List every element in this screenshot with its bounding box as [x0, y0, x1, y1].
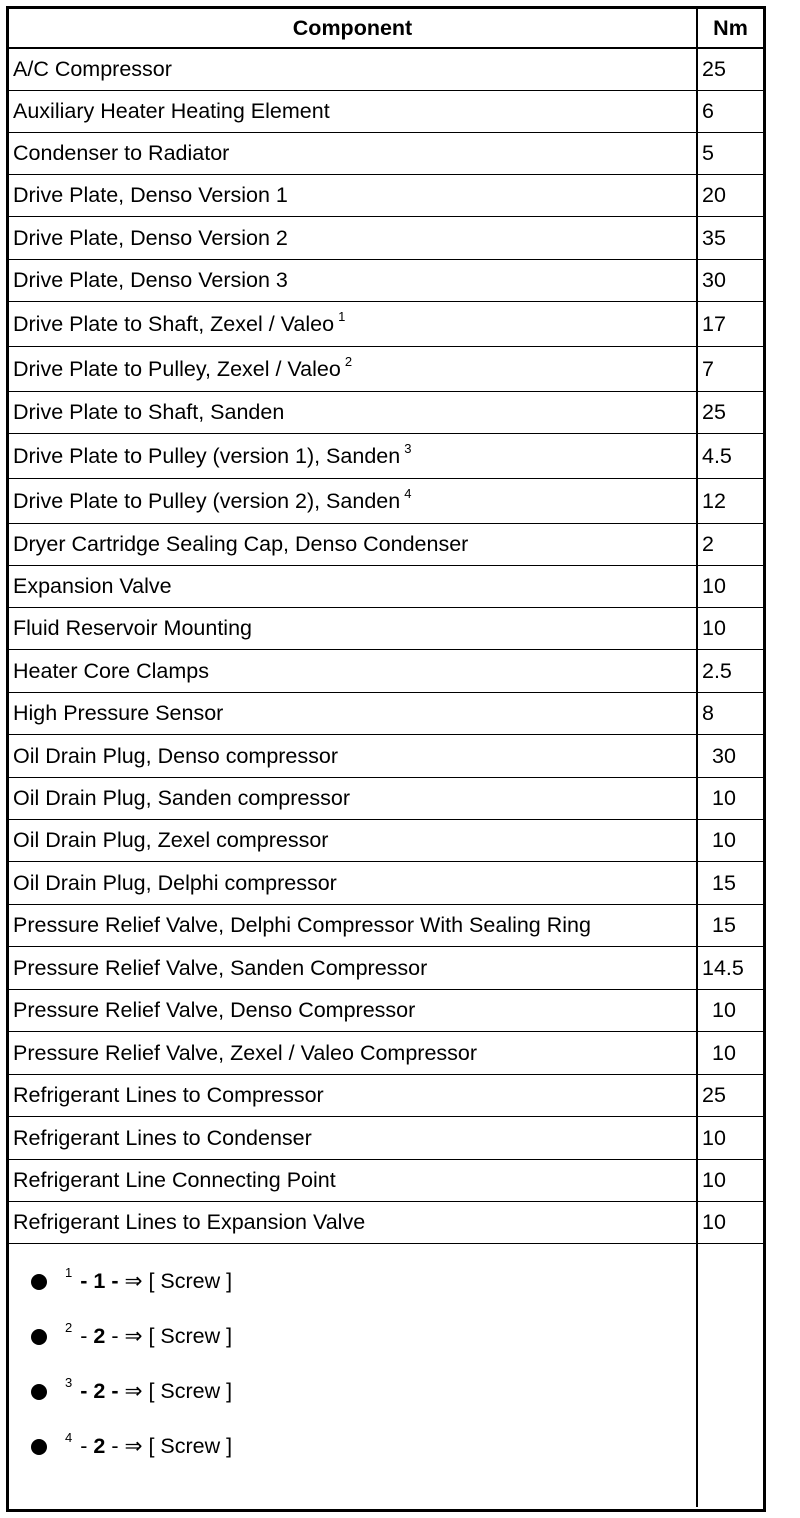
table-row: [9, 479, 763, 524]
component-label: Drive Plate to Shaft, Sanden: [13, 400, 285, 424]
table-row: [9, 1117, 763, 1160]
table-row: [9, 524, 763, 566]
component-label: Heater Core Clamps: [13, 658, 209, 683]
footnote-marker: 2: [65, 1320, 73, 1335]
torque-value: 10: [712, 786, 736, 810]
component-label: Fluid Reservoir Mounting: [13, 616, 252, 640]
header-nm: Nm: [713, 15, 748, 40]
footnote-dash: -: [105, 1434, 125, 1458]
footnote-item: [9, 1254, 696, 1309]
bullet-icon: [31, 1384, 47, 1400]
footnote-dash: -: [80, 1324, 94, 1348]
table-row: [9, 347, 763, 392]
footnote-dash: -: [80, 1379, 94, 1403]
table-footnotes: [9, 1244, 763, 1507]
table-row: [9, 778, 763, 820]
component-cell: [9, 91, 698, 132]
footnote-item: [9, 1309, 696, 1364]
torque-value: 10: [702, 1210, 726, 1234]
torque-value: 20: [702, 183, 726, 207]
footnote-dash: -: [105, 1324, 125, 1348]
table-row: [9, 49, 763, 91]
table-row: [9, 91, 763, 133]
arrow-icon: ⇒: [124, 1434, 143, 1458]
component-cell: [9, 820, 698, 861]
torque-value: 25: [702, 57, 726, 81]
footnote-dash: -: [105, 1379, 125, 1403]
table-row: [9, 566, 763, 608]
torque-value: 10: [712, 1040, 736, 1065]
table-row: [9, 1032, 763, 1075]
component-cell: [9, 524, 698, 565]
footnote-number: 2: [93, 1324, 106, 1348]
torque-value: 2: [702, 532, 714, 556]
table-row: [9, 302, 763, 347]
component-cell: [9, 650, 698, 692]
torque-value: 10: [702, 1168, 726, 1192]
component-label: Oil Drain Plug, Denso compressor: [13, 743, 339, 768]
bullet-icon: [31, 1439, 47, 1455]
table-row: [9, 862, 763, 905]
torque-value: 30: [702, 268, 726, 292]
torque-value: 4.5: [702, 443, 732, 468]
torque-value: 10: [702, 1125, 726, 1150]
footnote-item: [9, 1419, 696, 1474]
torque-value: 10: [712, 828, 736, 852]
torque-value: 35: [702, 225, 726, 250]
table-row: [9, 650, 763, 693]
footnote-ref: 1: [338, 308, 346, 324]
component-cell: [9, 49, 698, 90]
component-label: A/C Compressor: [13, 57, 172, 81]
footnote-number: 2: [93, 1434, 106, 1458]
header-component: Component: [9, 9, 698, 47]
component-cell: [9, 347, 698, 391]
table-row: [9, 1160, 763, 1202]
torque-value: 30: [712, 743, 736, 768]
torque-value: 15: [712, 870, 736, 895]
component-cell: [9, 175, 698, 216]
footnote-list: [9, 1244, 698, 1507]
component-cell: [9, 693, 698, 734]
component-label: Pressure Relief Valve, Denso Compressor: [13, 998, 416, 1022]
component-cell: [9, 133, 698, 174]
table-row: [9, 990, 763, 1032]
component-label: High Pressure Sensor: [13, 701, 224, 725]
component-cell: [9, 947, 698, 989]
torque-value: 8: [702, 701, 714, 725]
component-label: Refrigerant Lines to Condenser: [13, 1125, 312, 1150]
component-cell: [9, 778, 698, 819]
component-cell: [9, 735, 698, 777]
footnote-marker: 1: [65, 1265, 73, 1280]
table-row: [9, 693, 763, 735]
torque-table: [6, 6, 766, 1512]
component-label: Drive Plate, Denso Version 1: [13, 183, 288, 207]
component-label: Pressure Relief Valve, Zexel / Valeo Compressor: [13, 1040, 478, 1065]
component-label: Dryer Cartridge Sealing Cap, Denso Condenser: [13, 532, 469, 556]
component-label: Refrigerant Lines to Compressor: [13, 1083, 324, 1107]
torque-value: 6: [702, 99, 714, 123]
component-label: Condenser to Radiator: [13, 141, 230, 165]
footnote-ref: 3: [404, 440, 412, 456]
arrow-icon: ⇒: [124, 1324, 143, 1348]
arrow-icon: ⇒: [124, 1379, 143, 1403]
component-label: Oil Drain Plug, Sanden compressor: [13, 786, 350, 810]
bullet-icon: [31, 1274, 47, 1290]
component-label: Drive Plate to Pulley, Zexel / Valeo: [13, 356, 341, 381]
component-label: Drive Plate to Shaft, Zexel / Valeo: [13, 311, 335, 336]
footnote-dash: -: [80, 1269, 94, 1293]
footnote-marker: 4: [65, 1430, 73, 1445]
table-row: [9, 434, 763, 479]
arrow-icon: ⇒: [124, 1269, 143, 1293]
component-cell: [9, 1160, 698, 1201]
component-cell: [9, 566, 698, 607]
table-row: [9, 947, 763, 990]
footnote-marker: 3: [65, 1375, 73, 1390]
torque-value: 10: [712, 998, 736, 1022]
torque-value: 10: [702, 616, 726, 640]
footnote-link[interactable]: [ Screw ]: [142, 1324, 233, 1348]
footnote-link[interactable]: [ Screw ]: [142, 1379, 233, 1403]
table-row: [9, 260, 763, 302]
table-row: [9, 175, 763, 217]
component-label: Drive Plate to Pulley (version 2), Sanden: [13, 488, 401, 513]
torque-value: 14.5: [702, 955, 744, 980]
component-cell: [9, 302, 698, 346]
component-cell: [9, 217, 698, 259]
component-cell: [9, 608, 698, 649]
table-row: [9, 735, 763, 778]
torque-value: 25: [702, 400, 726, 424]
torque-value: 15: [712, 913, 736, 937]
footnote-empty-cell: [698, 1244, 763, 1507]
component-cell: [9, 1032, 698, 1074]
footnote-number: 2: [93, 1379, 106, 1403]
table-row: [9, 905, 763, 947]
table-row: [9, 392, 763, 434]
component-label: Refrigerant Line Connecting Point: [13, 1168, 336, 1192]
footnote-dash: -: [105, 1269, 125, 1293]
table-row: [9, 1075, 763, 1117]
component-label: Pressure Relief Valve, Sanden Compressor: [13, 955, 428, 980]
component-label: Auxiliary Heater Heating Element: [13, 99, 330, 123]
component-cell: [9, 1075, 698, 1116]
torque-value: 17: [702, 311, 726, 336]
table-row: [9, 217, 763, 260]
component-label: Oil Drain Plug, Zexel compressor: [13, 828, 329, 852]
component-label: Refrigerant Lines to Expansion Valve: [13, 1210, 366, 1234]
table-row: [9, 608, 763, 650]
table-row: [9, 133, 763, 175]
torque-value: 7: [702, 356, 714, 381]
torque-value: 25: [702, 1083, 726, 1107]
component-cell: [9, 392, 698, 433]
component-label: Expansion Valve: [13, 574, 172, 598]
footnote-ref: 4: [404, 485, 412, 501]
component-label: Pressure Relief Valve, Delphi Compressor With Sealing Ring: [13, 913, 591, 937]
component-label: Drive Plate to Pulley (version 1), Sanden: [13, 443, 401, 468]
footnote-link[interactable]: [ Screw ]: [142, 1434, 233, 1458]
table-row: [9, 820, 763, 862]
component-cell: [9, 1202, 698, 1243]
component-label: Oil Drain Plug, Delphi compressor: [13, 870, 337, 895]
component-cell: [9, 260, 698, 301]
component-cell: [9, 905, 698, 946]
footnote-link[interactable]: [ Screw ]: [142, 1269, 233, 1293]
component-cell: [9, 990, 698, 1031]
footnote-number: 1: [93, 1269, 106, 1293]
component-cell: [9, 434, 698, 478]
component-label: Drive Plate, Denso Version 3: [13, 268, 288, 292]
torque-value: 10: [702, 574, 726, 598]
table-body: [9, 49, 763, 1244]
footnote-ref: 2: [344, 353, 353, 369]
table-header: [9, 9, 763, 49]
table-row: [9, 1202, 763, 1244]
component-cell: [9, 1117, 698, 1159]
torque-value: 2.5: [702, 658, 732, 683]
footnote-item: [9, 1364, 696, 1419]
component-cell: [9, 479, 698, 523]
component-label: Drive Plate, Denso Version 2: [13, 225, 288, 250]
torque-value: 5: [702, 141, 714, 165]
torque-value: 12: [702, 488, 726, 513]
bullet-icon: [31, 1329, 47, 1345]
footnote-dash: -: [80, 1434, 94, 1458]
component-cell: [9, 862, 698, 904]
